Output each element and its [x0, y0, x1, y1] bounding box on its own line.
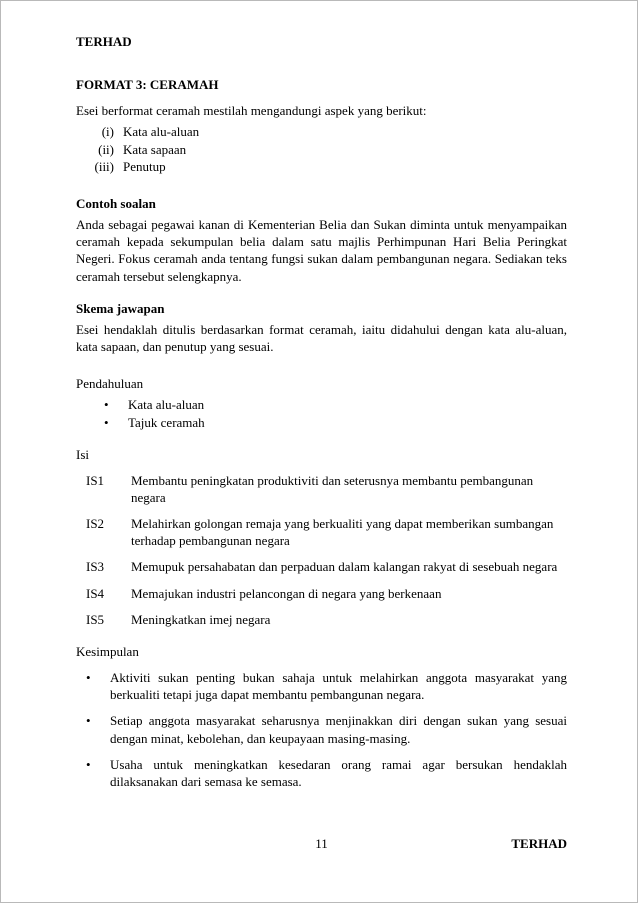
isi-text: Memajukan industri pelancongan di negara yang berkenaan	[131, 585, 442, 601]
page-header	[76, 33, 567, 50]
isi-code: IS2	[86, 516, 105, 532]
pendahuluan-list	[104, 396, 567, 430]
contoh-soalan-text: Anda sebagai pegawai kanan di Kementerian Belia dan Sukan diminta untuk menyampaikan ceramah kepada sekumpulan belia dalam satu majlis Perhimpunan Hari Belia Peringkat Negeri. Fokus ceramah anda tentang fungsi sukan dalam pembangunan negara. Sediakan teks ceramah tersebut selengkapnya.	[76, 217, 567, 284]
pendahuluan-heading: Pendahuluan	[76, 376, 144, 392]
isi-code: IS4	[86, 585, 105, 601]
bullet-icon: •	[86, 670, 91, 686]
list-item-number: (ii)	[98, 141, 114, 157]
isi-list	[76, 463, 567, 628]
list-item-number: (iii)	[94, 158, 114, 174]
isi-item	[86, 585, 567, 602]
classification-header: TERHAD	[76, 34, 132, 49]
isi-item	[86, 558, 567, 575]
list-item-text: Aktiviti sukan penting bukan sahaja untuk melahirkan anggota masyarakat yang berkualiti tetapi juga dapat membantu pembangunan negara.	[110, 670, 567, 703]
page-number: 11	[315, 836, 328, 851]
format-title: FORMAT 3: CERAMAH	[76, 77, 219, 93]
skema-jawapan-heading: Skema jawapan	[76, 300, 165, 316]
list-item-text: Kata alu-aluan	[128, 397, 205, 413]
list-item	[84, 158, 567, 175]
isi-text: Memupuk persahabatan dan perpaduan dalam kalangan rakyat di sesebuah negara	[131, 559, 558, 575]
list-item	[86, 712, 567, 746]
aspek-list	[84, 123, 567, 174]
list-item-text: Kata alu-aluan	[123, 124, 200, 140]
list-item-number: (i)	[101, 124, 114, 140]
isi-heading: Isi	[76, 446, 89, 462]
isi-text: Melahirkan golongan remaja yang berkualiti yang dapat memberikan sumbangan terhadap pembangunan negara	[131, 516, 554, 549]
bullet-icon: •	[86, 756, 91, 772]
list-item	[84, 141, 567, 158]
skema-jawapan-text: Esei hendaklah ditulis berdasarkan format ceramah, iaitu didahului dengan kata alu-aluan, kata sapaan, dan penutup yang sesuai.	[76, 321, 567, 355]
kesimpulan-list	[76, 660, 567, 790]
list-item-text: Kata sapaan	[123, 141, 187, 157]
list-item	[86, 756, 567, 790]
isi-item	[86, 515, 567, 549]
isi-item	[86, 472, 567, 506]
isi-text: Membantu peningkatan produktiviti dan seterusnya membantu pembangunan negara	[131, 472, 534, 505]
isi-text: Meningkatkan imej negara	[131, 611, 271, 627]
list-item	[84, 123, 567, 140]
bullet-icon: •	[104, 397, 109, 413]
list-item	[104, 414, 567, 431]
list-item-text: Tajuk ceramah	[128, 414, 205, 430]
kesimpulan-heading: Kesimpulan	[76, 643, 139, 659]
isi-item	[86, 611, 567, 628]
contoh-soalan-heading: Contoh soalan	[76, 195, 156, 211]
classification-footer: TERHAD	[511, 836, 567, 851]
list-item	[86, 669, 567, 703]
bullet-icon: •	[104, 414, 109, 430]
isi-code: IS3	[86, 559, 105, 575]
bullet-icon: •	[86, 713, 91, 729]
list-item-text: Penutup	[123, 158, 166, 174]
intro-text: Esei berformat ceramah mestilah mengandungi aspek yang berikut:	[76, 103, 427, 119]
page-footer	[76, 835, 567, 852]
list-item-text: Setiap anggota masyarakat seharusnya menjinakkan diri dengan sukan yang sesuai dengan minat, kebolehan, dan keupayaan masing-masing.	[110, 713, 567, 746]
list-item-text: Usaha untuk meningkatkan kesedaran orang ramai agar bersukan hendaklah dilaksanakan dari semasa ke semasa.	[110, 756, 567, 789]
isi-code: IS5	[86, 611, 105, 627]
list-item	[104, 396, 567, 413]
isi-code: IS1	[86, 472, 105, 488]
